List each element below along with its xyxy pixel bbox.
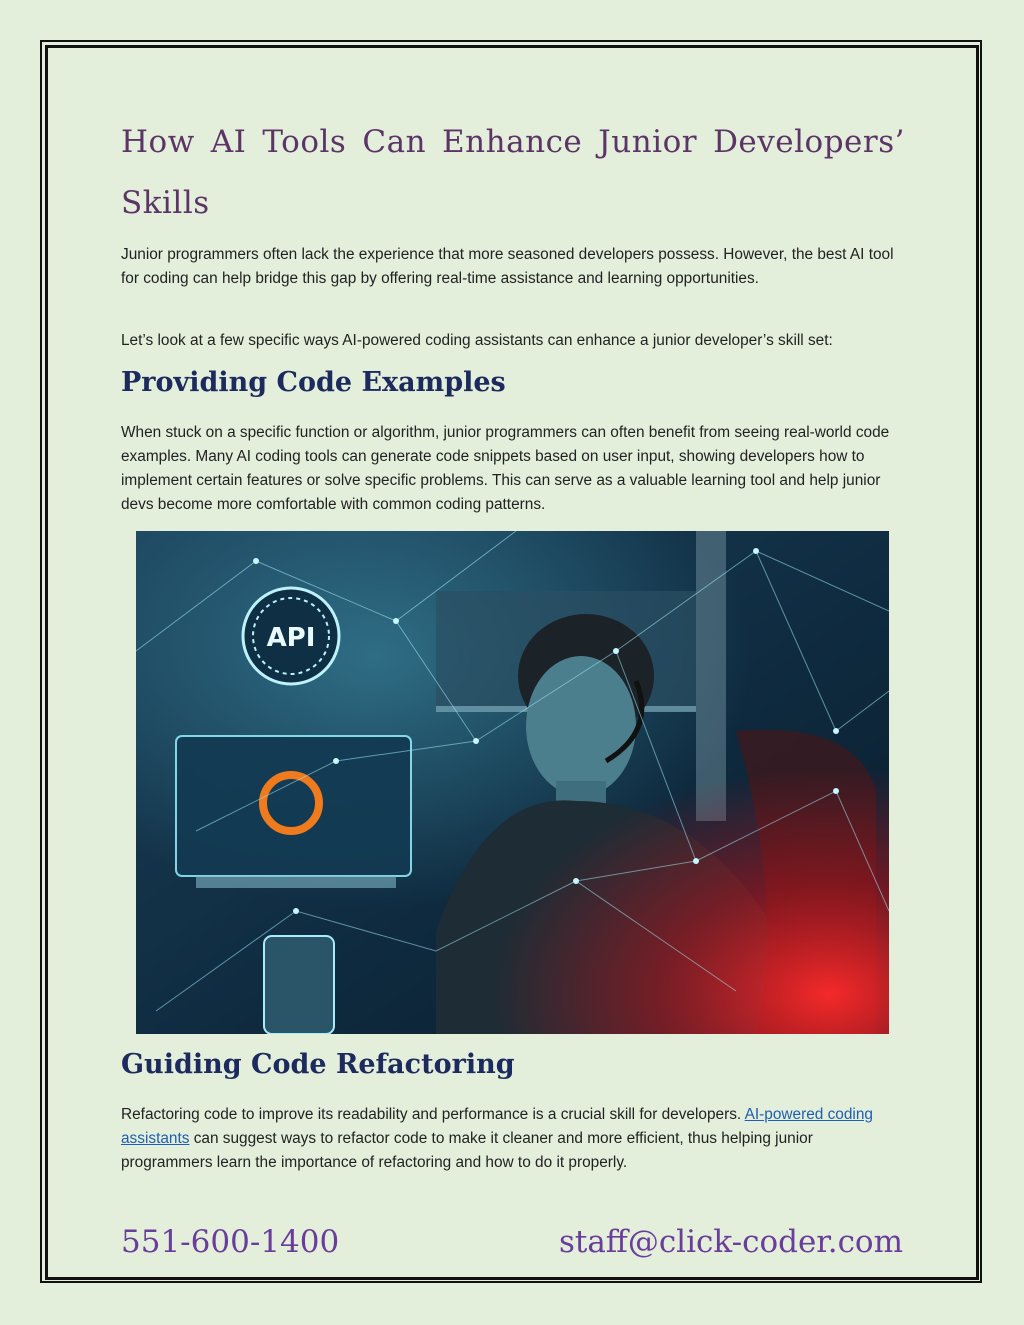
refactoring-text-start: Refactoring code to improve its readability and performance is a crucial skill for developers. [121,1106,745,1123]
developer-photo [136,531,889,1034]
page-title: How AI Tools Can Enhance Junior Developers’ Skills [121,124,905,221]
lead-paragraph: Let’s look at a few specific ways AI-powered coding assistants can enhance a junior developer’s skill set: [121,332,833,349]
section-heading-code-examples: Providing Code Examples [121,367,506,398]
section-body-code-examples: When stuck on a specific function or algorithm, junior programmers can often benefit from seeing real-world code examples. Many AI coding tools can generate code snippets based on user input, showing developers how to implement certain features or solve specific problems. This can serve as a valuable learning tool and help junior devs become more comfortable with common coding patterns. [121,424,890,513]
intro-paragraph: Junior programmers often lack the experience that more seasoned developers possess. However, the best AI tool for coding can help bridge this gap by offering real-time assistance and learning opportunities. [121,246,894,287]
ai-powered-assistants-link[interactable]: AI-powered coding assistants [121,1106,873,1147]
section-heading-refactoring: Guiding Code Refactoring [121,1049,515,1080]
refactoring-text-end: can suggest ways to refactor code to make it cleaner and more efficient, thus helping junior programmers learn the importance of refactoring and how to do it properly. [121,1130,813,1171]
section-body-refactoring [121,1103,907,1175]
contact-email: staff@click-coder.com [558,1224,903,1260]
contact-phone: 551-600-1400 [121,1224,340,1260]
